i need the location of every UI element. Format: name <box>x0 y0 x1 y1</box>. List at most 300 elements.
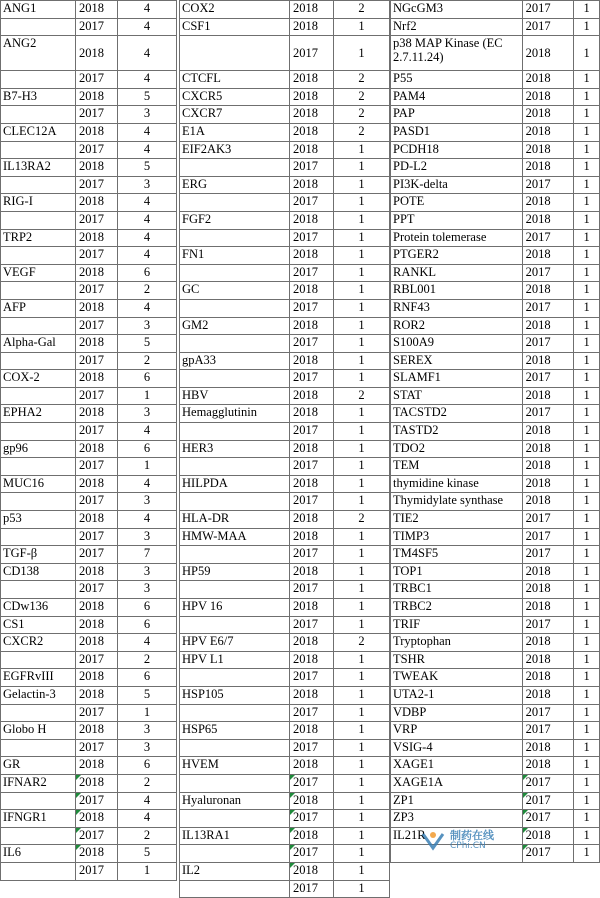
table-row <box>391 106 600 124</box>
target-name-cell: XAGE1A <box>391 774 523 792</box>
table-row <box>391 1 600 19</box>
target-name-cell <box>180 704 290 722</box>
target-name-cell <box>1 528 76 546</box>
target-name-cell <box>180 194 290 212</box>
target-name-cell: Alpha-Gal <box>1 335 76 353</box>
count-cell: 1 <box>574 18 600 36</box>
count-cell: 1 <box>334 528 390 546</box>
target-name-cell: TASTD2 <box>391 423 523 441</box>
table-row <box>1 616 177 634</box>
table-row <box>391 563 600 581</box>
count-cell: 1 <box>574 792 600 810</box>
table-row <box>1 36 177 71</box>
count-cell: 1 <box>334 159 390 177</box>
target-name-cell: TSHR <box>391 651 523 669</box>
year-cell: 2017 <box>522 704 574 722</box>
count-cell: 4 <box>118 211 177 229</box>
year-cell: 2018 <box>290 123 334 141</box>
year-cell: 2017 <box>290 739 334 757</box>
year-cell: 2018 <box>522 581 574 599</box>
count-cell: 1 <box>574 722 600 740</box>
year-cell: 2018 <box>290 141 334 159</box>
year-cell: 2017 <box>290 36 334 71</box>
year-cell: 2018 <box>76 440 118 458</box>
year-cell: 2017 <box>290 774 334 792</box>
count-cell: 1 <box>334 423 390 441</box>
target-name-cell: IL13RA2 <box>1 159 76 177</box>
count-cell: 3 <box>118 722 177 740</box>
year-cell: 2018 <box>522 123 574 141</box>
table-row <box>180 88 390 106</box>
table-row <box>391 370 600 388</box>
table-row <box>1 458 177 476</box>
target-name-cell: GC <box>180 282 290 300</box>
target-name-cell: HVEM <box>180 757 290 775</box>
table-row <box>180 599 390 617</box>
year-cell: 2018 <box>522 827 574 845</box>
count-cell: 1 <box>334 211 390 229</box>
target-name-cell: IL13RA1 <box>180 827 290 845</box>
table-row <box>391 669 600 687</box>
year-cell: 2017 <box>290 299 334 317</box>
target-name-cell: CLEC12A <box>1 123 76 141</box>
table-row <box>1 722 177 740</box>
table-row <box>391 423 600 441</box>
target-name-cell <box>1 106 76 124</box>
target-name-cell <box>180 845 290 863</box>
count-cell: 4 <box>118 423 177 441</box>
count-cell: 1 <box>574 475 600 493</box>
target-name-cell: HSP105 <box>180 686 290 704</box>
table-row <box>1 686 177 704</box>
target-name-cell: Tryptophan <box>391 634 523 652</box>
year-cell: 2017 <box>522 546 574 564</box>
table-row <box>391 247 600 265</box>
count-cell: 1 <box>574 440 600 458</box>
year-cell: 2018 <box>76 88 118 106</box>
year-cell: 2017 <box>76 141 118 159</box>
table-row <box>391 651 600 669</box>
year-cell: 2018 <box>76 810 118 828</box>
table-row <box>1 634 177 652</box>
year-cell: 2017 <box>76 458 118 476</box>
count-cell: 1 <box>574 616 600 634</box>
target-name-cell: HBV <box>180 387 290 405</box>
target-name-cell: P55 <box>391 71 523 89</box>
table-row <box>180 546 390 564</box>
target-name-cell <box>180 669 290 687</box>
target-name-cell: TDO2 <box>391 440 523 458</box>
watermark-en: CPhi.CN <box>450 841 486 851</box>
table-row <box>1 176 177 194</box>
target-name-cell: ERG <box>180 176 290 194</box>
year-cell: 2018 <box>522 423 574 441</box>
target-name-cell: TIMP3 <box>391 528 523 546</box>
target-name-cell: HPV L1 <box>180 651 290 669</box>
target-name-cell: PI3K-delta <box>391 176 523 194</box>
target-name-cell: CTCFL <box>180 71 290 89</box>
table-row <box>391 88 600 106</box>
target-name-cell: S100A9 <box>391 335 523 353</box>
year-cell: 2017 <box>290 581 334 599</box>
target-name-cell: VDBP <box>391 704 523 722</box>
count-cell: 1 <box>334 141 390 159</box>
year-cell: 2018 <box>522 493 574 511</box>
table-row <box>391 141 600 159</box>
year-cell: 2018 <box>290 352 334 370</box>
table-row <box>1 18 177 36</box>
year-cell: 2017 <box>76 581 118 599</box>
target-name-cell: EIF2AK3 <box>180 141 290 159</box>
target-name-cell: TACSTD2 <box>391 405 523 423</box>
count-cell: 1 <box>118 862 177 880</box>
count-cell: 3 <box>118 581 177 599</box>
year-cell: 2018 <box>522 88 574 106</box>
count-cell: 1 <box>334 669 390 687</box>
target-name-cell: CXCR2 <box>1 634 76 652</box>
count-cell: 2 <box>118 651 177 669</box>
table-row <box>180 475 390 493</box>
target-table-right <box>390 0 600 863</box>
year-cell: 2018 <box>522 71 574 89</box>
target-name-cell: EGFRvIII <box>1 669 76 687</box>
count-cell: 1 <box>574 159 600 177</box>
count-cell: 2 <box>334 511 390 529</box>
count-cell: 1 <box>574 774 600 792</box>
table-row <box>1 423 177 441</box>
count-cell: 1 <box>574 634 600 652</box>
table-row <box>1 159 177 177</box>
table-row <box>180 810 390 828</box>
year-cell: 2018 <box>522 739 574 757</box>
table-row <box>1 335 177 353</box>
target-name-cell <box>1 493 76 511</box>
year-cell: 2018 <box>522 669 574 687</box>
table-row <box>180 176 390 194</box>
target-name-cell: PASD1 <box>391 123 523 141</box>
target-table-middle <box>179 0 390 898</box>
table-row <box>391 810 600 828</box>
target-name-cell: TRBC2 <box>391 599 523 617</box>
year-cell: 2017 <box>76 106 118 124</box>
year-cell: 2017 <box>290 704 334 722</box>
target-name-cell <box>180 810 290 828</box>
table-column-right <box>390 0 600 863</box>
target-name-cell: ZP1 <box>391 792 523 810</box>
count-cell: 3 <box>118 563 177 581</box>
table-row <box>1 475 177 493</box>
target-name-cell: HPV E6/7 <box>180 634 290 652</box>
table-row <box>391 159 600 177</box>
count-cell: 4 <box>118 247 177 265</box>
table-row <box>180 704 390 722</box>
count-cell: 6 <box>118 264 177 282</box>
year-cell: 2018 <box>76 194 118 212</box>
year-cell: 2018 <box>522 458 574 476</box>
count-cell: 4 <box>118 194 177 212</box>
table-row <box>391 282 600 300</box>
table-row <box>180 247 390 265</box>
year-cell: 2018 <box>76 123 118 141</box>
year-cell: 2017 <box>76 317 118 335</box>
table-row <box>391 792 600 810</box>
year-cell: 2017 <box>76 247 118 265</box>
target-name-cell <box>1 317 76 335</box>
count-cell: 1 <box>574 581 600 599</box>
year-cell: 2017 <box>290 493 334 511</box>
target-name-cell <box>180 774 290 792</box>
table-row <box>391 211 600 229</box>
year-cell: 2017 <box>522 176 574 194</box>
count-cell: 1 <box>574 739 600 757</box>
target-name-cell: SEREX <box>391 352 523 370</box>
count-cell: 4 <box>118 475 177 493</box>
year-cell: 2018 <box>522 36 574 71</box>
count-cell: 1 <box>574 317 600 335</box>
year-cell: 2017 <box>76 827 118 845</box>
table-row <box>1 123 177 141</box>
target-name-cell <box>1 247 76 265</box>
year-cell: 2018 <box>290 528 334 546</box>
table-row <box>1 282 177 300</box>
count-cell: 1 <box>334 458 390 476</box>
year-cell: 2017 <box>76 546 118 564</box>
count-cell: 1 <box>334 36 390 71</box>
target-name-cell: GM2 <box>180 317 290 335</box>
target-name-cell: TM4SF5 <box>391 546 523 564</box>
table-row <box>391 493 600 511</box>
table-row <box>180 370 390 388</box>
count-cell: 1 <box>574 370 600 388</box>
target-name-cell: RNF43 <box>391 299 523 317</box>
target-name-cell <box>1 704 76 722</box>
count-cell: 1 <box>574 827 600 845</box>
year-cell: 2018 <box>522 141 574 159</box>
year-cell: 2018 <box>290 827 334 845</box>
table-row <box>391 634 600 652</box>
count-cell: 1 <box>118 704 177 722</box>
count-cell: 6 <box>118 440 177 458</box>
table-row <box>180 352 390 370</box>
target-name-cell <box>1 176 76 194</box>
target-name-cell <box>1 651 76 669</box>
table-row <box>1 88 177 106</box>
count-cell: 4 <box>118 810 177 828</box>
year-cell: 2018 <box>76 335 118 353</box>
year-cell: 2017 <box>522 229 574 247</box>
target-name-cell: TRP2 <box>1 229 76 247</box>
target-name-cell: NGcGM3 <box>391 1 523 19</box>
target-name-cell: Hyaluronan <box>180 792 290 810</box>
year-cell: 2018 <box>76 1 118 19</box>
year-cell: 2017 <box>290 669 334 687</box>
count-cell: 4 <box>118 18 177 36</box>
target-name-cell <box>1 423 76 441</box>
table-row <box>180 880 390 898</box>
count-cell: 4 <box>118 36 177 71</box>
target-name-cell: RBL001 <box>391 282 523 300</box>
count-cell: 1 <box>574 176 600 194</box>
table-row <box>391 299 600 317</box>
table-row <box>391 352 600 370</box>
year-cell: 2018 <box>522 757 574 775</box>
count-cell: 1 <box>574 669 600 687</box>
count-cell: 1 <box>574 757 600 775</box>
count-cell: 4 <box>118 511 177 529</box>
count-cell: 6 <box>118 370 177 388</box>
year-cell: 2018 <box>76 563 118 581</box>
target-name-cell <box>180 581 290 599</box>
table-row <box>391 387 600 405</box>
table-row <box>391 71 600 89</box>
table-row <box>1 440 177 458</box>
table-row <box>180 757 390 775</box>
target-name-cell: thymidine kinase <box>391 475 523 493</box>
count-cell: 1 <box>334 581 390 599</box>
table-row <box>391 475 600 493</box>
table-row <box>180 211 390 229</box>
count-cell: 1 <box>334 704 390 722</box>
year-cell: 2017 <box>522 528 574 546</box>
year-cell: 2017 <box>522 810 574 828</box>
table-row <box>180 722 390 740</box>
count-cell: 1 <box>574 686 600 704</box>
table-row <box>391 264 600 282</box>
year-cell: 2017 <box>290 810 334 828</box>
count-cell: 4 <box>118 1 177 19</box>
year-cell: 2017 <box>290 194 334 212</box>
count-cell: 4 <box>118 299 177 317</box>
target-name-cell: CSF1 <box>180 18 290 36</box>
table-row <box>391 704 600 722</box>
table-row <box>391 405 600 423</box>
year-cell: 2017 <box>76 71 118 89</box>
table-row <box>180 194 390 212</box>
count-cell: 1 <box>574 1 600 19</box>
year-cell: 2018 <box>76 299 118 317</box>
target-name-cell <box>180 159 290 177</box>
table-row <box>1 352 177 370</box>
year-cell: 2017 <box>522 792 574 810</box>
count-cell: 1 <box>334 282 390 300</box>
count-cell: 4 <box>118 71 177 89</box>
table-row <box>1 247 177 265</box>
year-cell: 2018 <box>522 317 574 335</box>
year-cell: 2017 <box>76 862 118 880</box>
count-cell: 1 <box>118 387 177 405</box>
table-row <box>391 757 600 775</box>
target-name-cell <box>1 827 76 845</box>
target-name-cell: PAP <box>391 106 523 124</box>
target-name-cell: PAM4 <box>391 88 523 106</box>
target-name-cell: UTA2-1 <box>391 686 523 704</box>
target-name-cell <box>180 880 290 898</box>
target-name-cell: TGF-β <box>1 546 76 564</box>
count-cell: 1 <box>574 511 600 529</box>
target-name-cell: RANKL <box>391 264 523 282</box>
year-cell: 2018 <box>76 669 118 687</box>
year-cell: 2018 <box>290 405 334 423</box>
cphi-logo-icon <box>420 830 446 852</box>
table-column-middle <box>179 0 390 898</box>
count-cell: 4 <box>118 123 177 141</box>
count-cell: 1 <box>334 792 390 810</box>
table-row <box>180 106 390 124</box>
target-name-cell <box>180 229 290 247</box>
target-name-cell: ANG1 <box>1 1 76 19</box>
table-row <box>391 458 600 476</box>
year-cell: 2018 <box>522 282 574 300</box>
table-row <box>1 264 177 282</box>
target-name-cell: HER3 <box>180 440 290 458</box>
target-name-cell: ZP3 <box>391 810 523 828</box>
year-cell: 2018 <box>522 159 574 177</box>
table-row <box>180 440 390 458</box>
year-cell: 2018 <box>76 757 118 775</box>
table-row <box>180 36 390 71</box>
table-row <box>180 581 390 599</box>
table-row <box>391 194 600 212</box>
year-cell: 2018 <box>290 634 334 652</box>
target-name-cell <box>180 616 290 634</box>
count-cell: 1 <box>574 845 600 863</box>
count-cell: 1 <box>334 176 390 194</box>
count-cell: 1 <box>574 599 600 617</box>
count-cell: 1 <box>334 880 390 898</box>
year-cell: 2017 <box>76 493 118 511</box>
count-cell: 1 <box>574 211 600 229</box>
year-cell: 2017 <box>522 264 574 282</box>
table-row <box>1 810 177 828</box>
table-row <box>391 546 600 564</box>
target-name-cell: CXCR7 <box>180 106 290 124</box>
count-cell: 1 <box>334 757 390 775</box>
year-cell: 2017 <box>522 18 574 36</box>
table-row <box>1 792 177 810</box>
year-cell: 2018 <box>290 317 334 335</box>
target-name-cell <box>180 370 290 388</box>
table-row <box>1 669 177 687</box>
year-cell: 2017 <box>522 405 574 423</box>
target-name-cell: GR <box>1 757 76 775</box>
year-cell: 2018 <box>522 387 574 405</box>
table-row <box>1 546 177 564</box>
target-table-left <box>0 0 177 881</box>
count-cell: 1 <box>334 722 390 740</box>
table-row <box>180 493 390 511</box>
table-row <box>391 440 600 458</box>
count-cell: 3 <box>118 739 177 757</box>
year-cell: 2017 <box>76 211 118 229</box>
count-cell: 1 <box>334 335 390 353</box>
table-row <box>1 106 177 124</box>
target-name-cell <box>180 458 290 476</box>
year-cell: 2017 <box>290 880 334 898</box>
count-cell: 3 <box>118 317 177 335</box>
table-row <box>1 317 177 335</box>
count-cell: 2 <box>334 106 390 124</box>
target-name-cell: SLAMF1 <box>391 370 523 388</box>
target-name-cell: VSIG-4 <box>391 739 523 757</box>
target-name-cell <box>180 299 290 317</box>
count-cell: 1 <box>334 862 390 880</box>
table-row <box>180 458 390 476</box>
target-name-cell: MUC16 <box>1 475 76 493</box>
table-row <box>180 669 390 687</box>
table-row <box>180 616 390 634</box>
count-cell: 6 <box>118 599 177 617</box>
count-cell: 1 <box>574 352 600 370</box>
